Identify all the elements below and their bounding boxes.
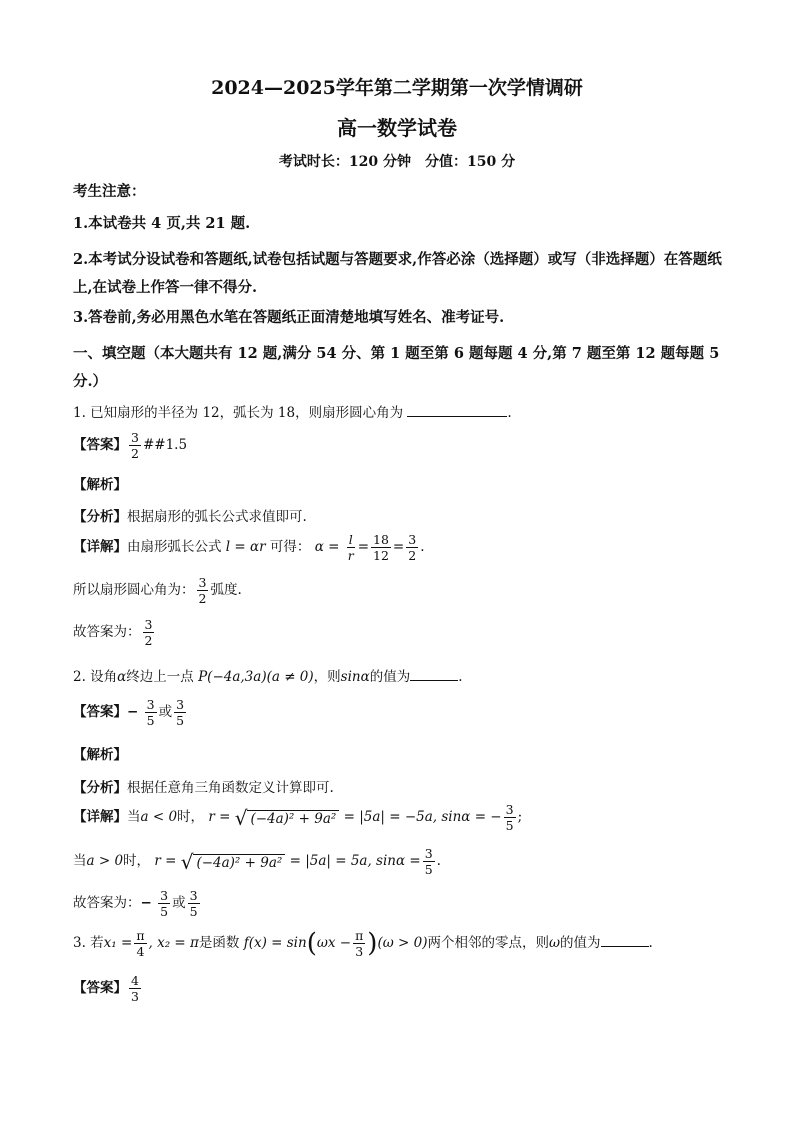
- notice-item-1: 1.本试卷共 4 页,共 21 题.: [73, 215, 251, 232]
- notice-item-3: 3.答卷前,务必用黑色水笔在答题纸正面清楚地填写姓名、准考证号.: [73, 309, 505, 326]
- question-1: 1. 已知扇形的半径为 12，弧长为 18，则扇形圆心角为 .: [73, 405, 512, 421]
- q2-detail-case1: 【详解】当a < 0时， r = √ (−4a)² + 9a² = |5a| = −5a, sinα = − $\frac{3}{5}$ ;: [73, 802, 523, 833]
- exam-subtitle: 高一数学试卷: [337, 116, 457, 140]
- answer-blank: [601, 946, 649, 947]
- point-p: P(−4a,3a)(a ≠ 0): [198, 669, 314, 685]
- q1-explanation-label: 【解析】: [73, 477, 127, 493]
- question-2: 2. 设角α终边上一点 P(−4a,3a)(a ≠ 0)，则sinα的值为 .: [73, 669, 463, 685]
- q2-analysis-row: 【分析】根据任意角三角函数定义计算即可.: [73, 780, 334, 796]
- q2-explanation-label: 【解析】: [73, 747, 127, 763]
- q2-answer-row: 【答案】− $\frac{3}{5}$ 或 $\frac{3}{5}$: [73, 697, 185, 728]
- q1-detail-row: 【详解】由扇形弧长公式 l = αr 可得： α = $\frac{l}{r}$ = $\frac{18}{12}$ = $\frac{3}{2}$ .: [73, 532, 425, 563]
- q1-analysis-row: [73, 505, 307, 525]
- q2-final-row: 故答案为：− $\frac{3}{5}$ 或 $\frac{3}{5}$: [73, 888, 198, 919]
- exam-title: 2024—2025学年第二学期第一次学情调研: [211, 77, 583, 99]
- q1-conclusion-row: 所以扇形圆心角为： $\frac{3}{2}$ 弧度.: [73, 575, 242, 606]
- q1-final-row: 故答案为： $\frac{3}{2}$: [73, 617, 153, 648]
- answer-label: 【答案】: [73, 437, 127, 453]
- question-3: 3. 若x₁ = $\frac{\pi}{4}$ , x₂ = π是函数 f(x) = sin(ωx − $\frac{\pi}{3}$ )(ω > 0)两个相邻的零点，则ω的值为 .: [73, 928, 653, 959]
- notice-item-2: 2.本考试分设试卷和答题纸,试卷包括试题与答题要求,作答必涂（选择题）或写（非选择题）在答题纸上,在试卷上作答一律不得分.: [73, 251, 722, 296]
- arc-formula: l = αr: [225, 539, 266, 555]
- q3-answer-row: 【答案】 $\frac{4}{3}$: [73, 973, 139, 1004]
- notice-heading: 考生注意：: [73, 183, 146, 200]
- section-heading: 一、填空题（本大题共有 12 题,满分 54 分、第 1 题至第 6 题每题 4 分,第 7 题至第 12 题每题 5 分.）: [73, 345, 720, 390]
- question-1-stem: 1. 已知扇形的半径为 12，弧长为 18，则扇形圆心角为: [73, 405, 404, 421]
- q1-answer-alt: ##1.5: [142, 437, 188, 453]
- detail-label: 【详解】: [73, 539, 127, 555]
- q1-answer-fraction: $\frac{3}{2}$: [131, 430, 139, 461]
- q1-analysis-text: 根据扇形的弧长公式求值即可.: [127, 509, 307, 525]
- q2-detail-case2: 当a > 0时， r = √ (−4a)² + 9a² = |5a| = 5a, sinα = $\frac{3}{5}$ .: [73, 846, 441, 877]
- q1-answer-row: [73, 430, 187, 461]
- answer-blank: [407, 416, 507, 417]
- answer-blank: [410, 680, 458, 681]
- exam-info: 考试时长：120 分钟 分值：150 分: [278, 154, 516, 170]
- analysis-label: 【分析】: [73, 509, 127, 525]
